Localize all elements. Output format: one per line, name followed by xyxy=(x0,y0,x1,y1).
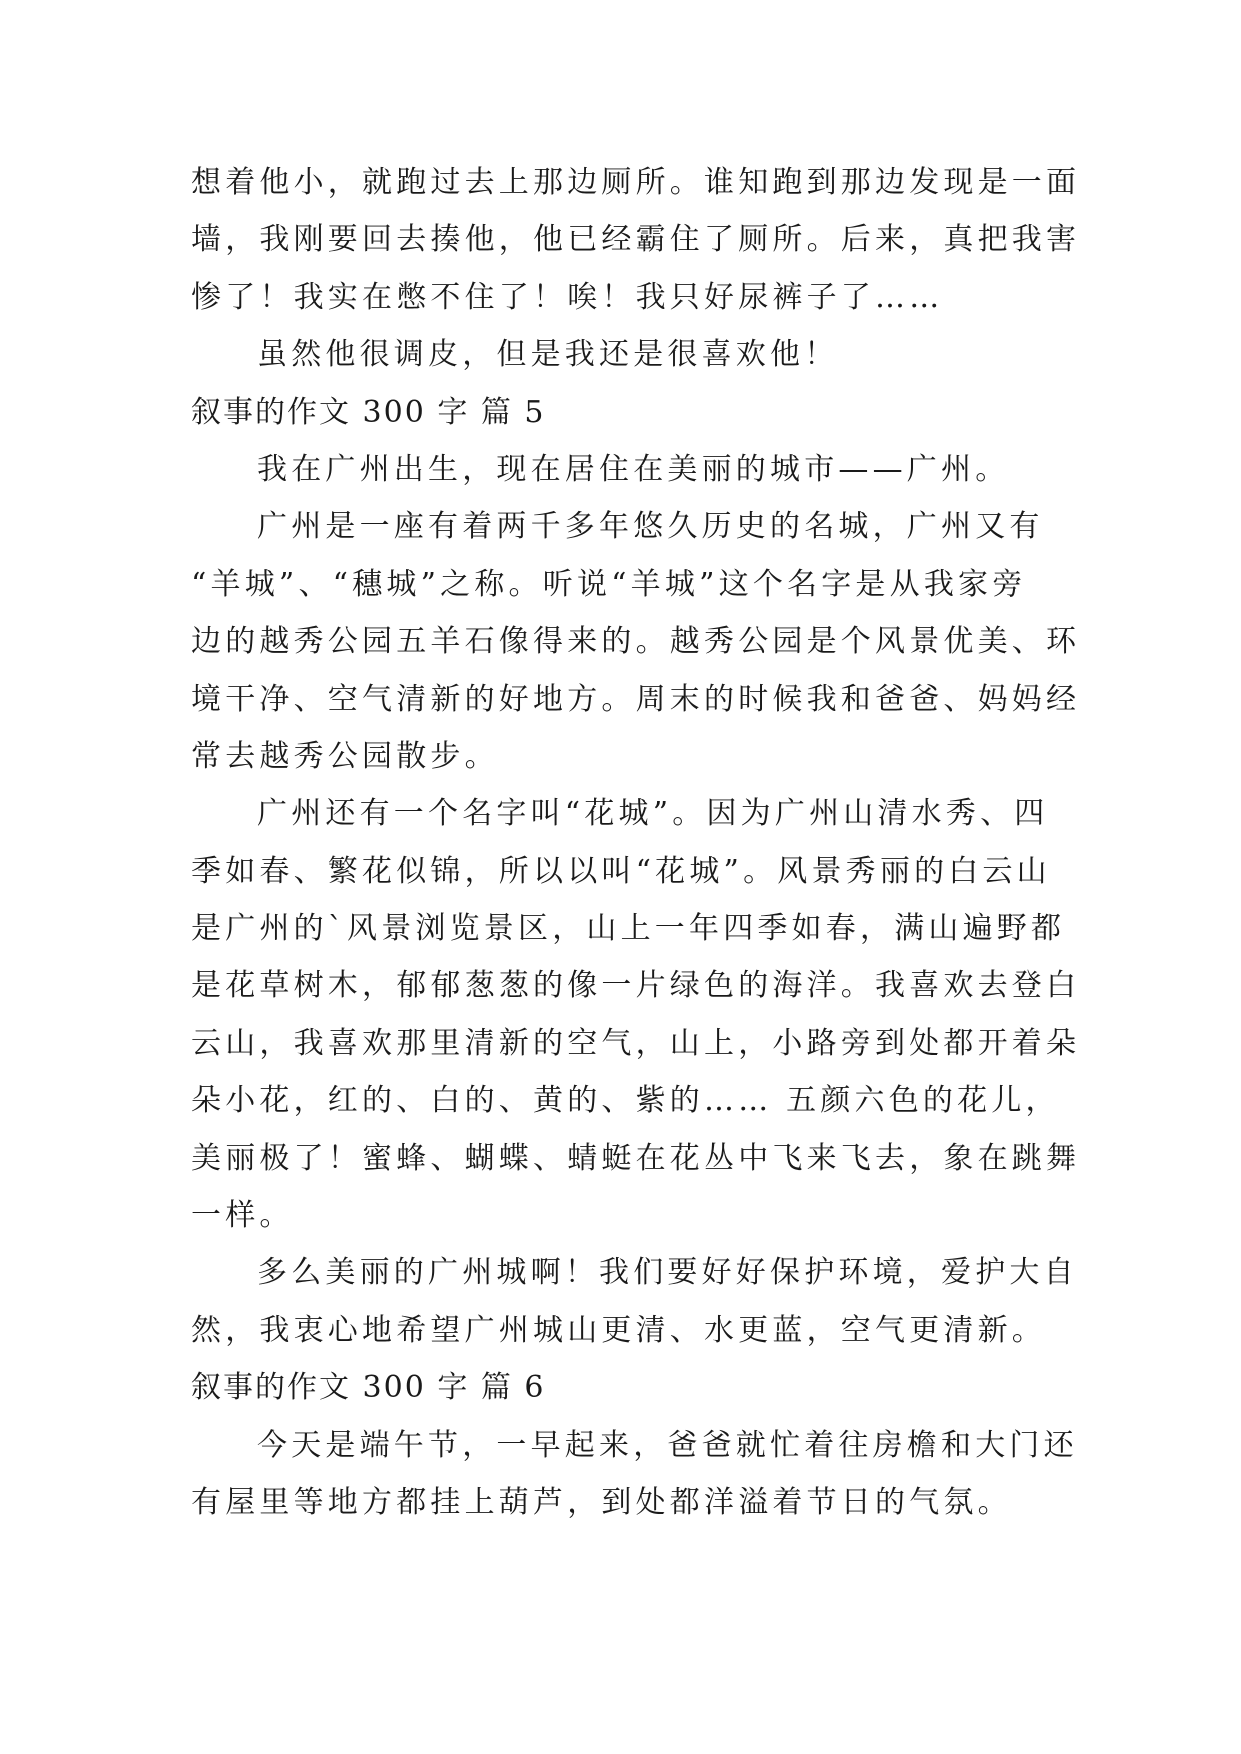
text-line: 是广州的`风景浏览景区，山上一年四季如春，满山遍野都 xyxy=(191,911,1066,947)
paragraph-start-line: 今天是端午节，一早起来，爸爸就忙着往房檐和大门还 xyxy=(257,1427,1078,1463)
text-line: 一样。 xyxy=(191,1198,294,1234)
paragraph-start-line: 我在广州出生，现在居住在美丽的城市——广州。 xyxy=(257,451,1010,487)
section-heading: 叙事的作文 300 字 篇 5 xyxy=(191,394,546,430)
text-line: 朵小花，红的、白的、黄的、紫的…… 五颜六色的花儿， xyxy=(191,1083,1060,1119)
text-line: 云山，我喜欢那里清新的空气，山上，小路旁到处都开着朵 xyxy=(191,1025,1081,1061)
text-line: 境干净、空气清新的好地方。周末的时候我和爸爸、妈妈经 xyxy=(191,681,1081,717)
paragraph-start-line: 多么美丽的广州城啊！我们要好好保护环境，爱护大自 xyxy=(257,1255,1078,1291)
text-line: 常去越秀公园散步。 xyxy=(191,738,499,774)
paragraph-start-line: 广州是一座有着两千多年悠久历史的名城，广州又有 xyxy=(257,509,1044,545)
text-line: 边的越秀公园五羊石像得来的。越秀公园是个风景优美、环 xyxy=(191,624,1081,660)
text-line: 想着他小，就跑过去上那边厕所。谁知跑到那边发现是一面 xyxy=(191,165,1081,200)
text-line: 是花草树木，郁郁葱葱的像一片绿色的海洋。我喜欢去登白 xyxy=(191,968,1081,1004)
document-body xyxy=(191,154,1081,1531)
text-line: “羊城”、“穗城”之称。听说“羊城”这个名字是从我家旁 xyxy=(191,566,1027,602)
text-line: 季如春、繁花似锦，所以以叫“花城”。风景秀丽的白云山 xyxy=(191,853,1051,889)
text-line: 惨了！我实在憋不住了！唉！我只好尿裤子了…… xyxy=(191,279,944,315)
section-heading: 叙事的作文 300 字 篇 6 xyxy=(191,1370,546,1406)
text-line: 然，我衷心地希望广州城山更清、水更蓝，空气更清新。 xyxy=(191,1312,1046,1348)
text-line: 有屋里等地方都挂上葫芦，到处都洋溢着节日的气氛。 xyxy=(191,1484,1012,1520)
text-line: 美丽极了！蜜蜂、蝴蝶、蜻蜓在花丛中飞来飞去，象在跳舞 xyxy=(191,1140,1081,1176)
paragraph-start-line: 虽然他很调皮，但是我还是很喜欢他！ xyxy=(257,337,839,373)
paragraph-start-line: 广州还有一个名字叫“花城”。因为广州山清水秀、四 xyxy=(257,796,1049,832)
text-line: 墙，我刚要回去揍他，他已经霸住了厕所。后来，真把我害 xyxy=(191,222,1081,258)
